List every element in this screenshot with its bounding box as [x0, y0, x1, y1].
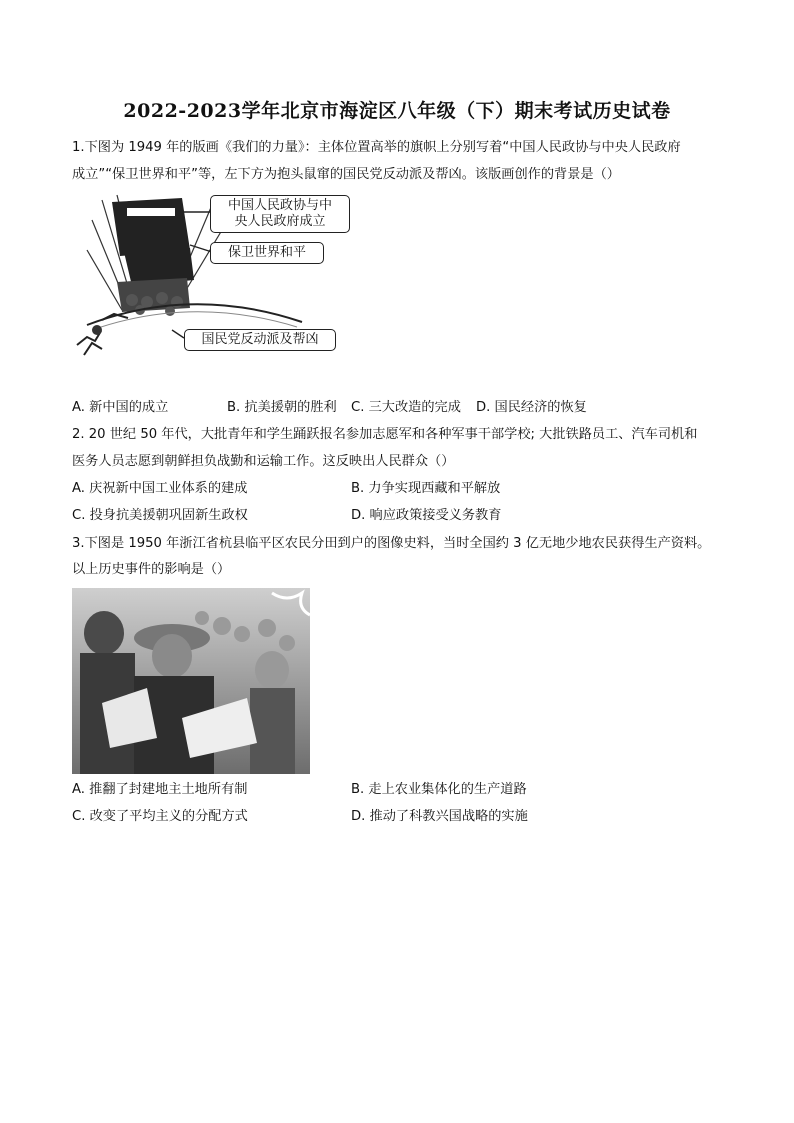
q1-option-c[interactable]: C. 三大改造的完成: [351, 400, 461, 415]
callout-world-peace: 保卫世界和平: [210, 242, 324, 264]
q2-option-d[interactable]: D. 响应政策接受义务教育: [351, 508, 502, 523]
callout-kmt-reactionaries: 国民党反动派及帮凶: [184, 329, 336, 351]
q3-option-b[interactable]: B. 走上农业集体化的生产道路: [351, 782, 527, 797]
q3-option-d[interactable]: D. 推动了科教兴国战略的实施: [351, 809, 528, 824]
q2-option-c[interactable]: C. 投身抗美援朝巩固新生政权: [72, 508, 248, 523]
q2-stem-line2: 医务人员志愿到朝鲜担负战勤和运输工作。这反映出人民群众（）: [72, 454, 455, 469]
q3-stem-line2: 以上历史事件的影响是（）: [72, 562, 231, 577]
land-distribution-photo: [72, 588, 310, 774]
callout-government-founding: [210, 195, 350, 233]
woodcut-print-figure: [72, 190, 362, 365]
q2-option-b[interactable]: B. 力争实现西藏和平解放: [351, 481, 501, 496]
q1-option-b[interactable]: B. 抗美援朝的胜利: [227, 400, 337, 415]
callout-government-founding-line2: 央人民政府成立: [234, 214, 326, 229]
callout-government-founding-line1: 中国人民政协与中: [227, 198, 332, 213]
q1-stem-line2: 成立”“保卫世界和平”等，左下方为抱头鼠窜的国民党反动派及帮凶。该版画创作的背景是（）: [72, 167, 620, 182]
q1-option-d[interactable]: D. 国民经济的恢复: [476, 400, 587, 415]
q2-option-a[interactable]: A. 庆祝新中国工业体系的建成: [72, 481, 248, 496]
historical-photo: [72, 588, 310, 774]
q1-stem-line1: 1.下图为 1949 年的版画《我们的力量》：主体位置高举的旗帜上分别写着“中国人民政协与中央人民政府: [72, 140, 681, 155]
q3-option-a[interactable]: A. 推翻了封建地主土地所有制: [72, 782, 248, 797]
q3-stem-line1: 3.下图是 1950 年浙江省杭县临平区农民分田到户的图像史料，当时全国约 3 亿无地少地农民获得生产资料。: [72, 536, 711, 551]
q2-stem-line1: 2. 20 世纪 50 年代，大批青年和学生踊跃报名参加志愿军和各种军事干部学校; 大批铁路员工、汽车司机和: [72, 427, 698, 442]
q1-option-a[interactable]: A. 新中国的成立: [72, 400, 169, 415]
q3-option-c[interactable]: C. 改变了平均主义的分配方式: [72, 809, 248, 824]
page-title: 2022-2023学年北京市海淀区八年级（下）期末考试历史试卷: [123, 100, 671, 122]
